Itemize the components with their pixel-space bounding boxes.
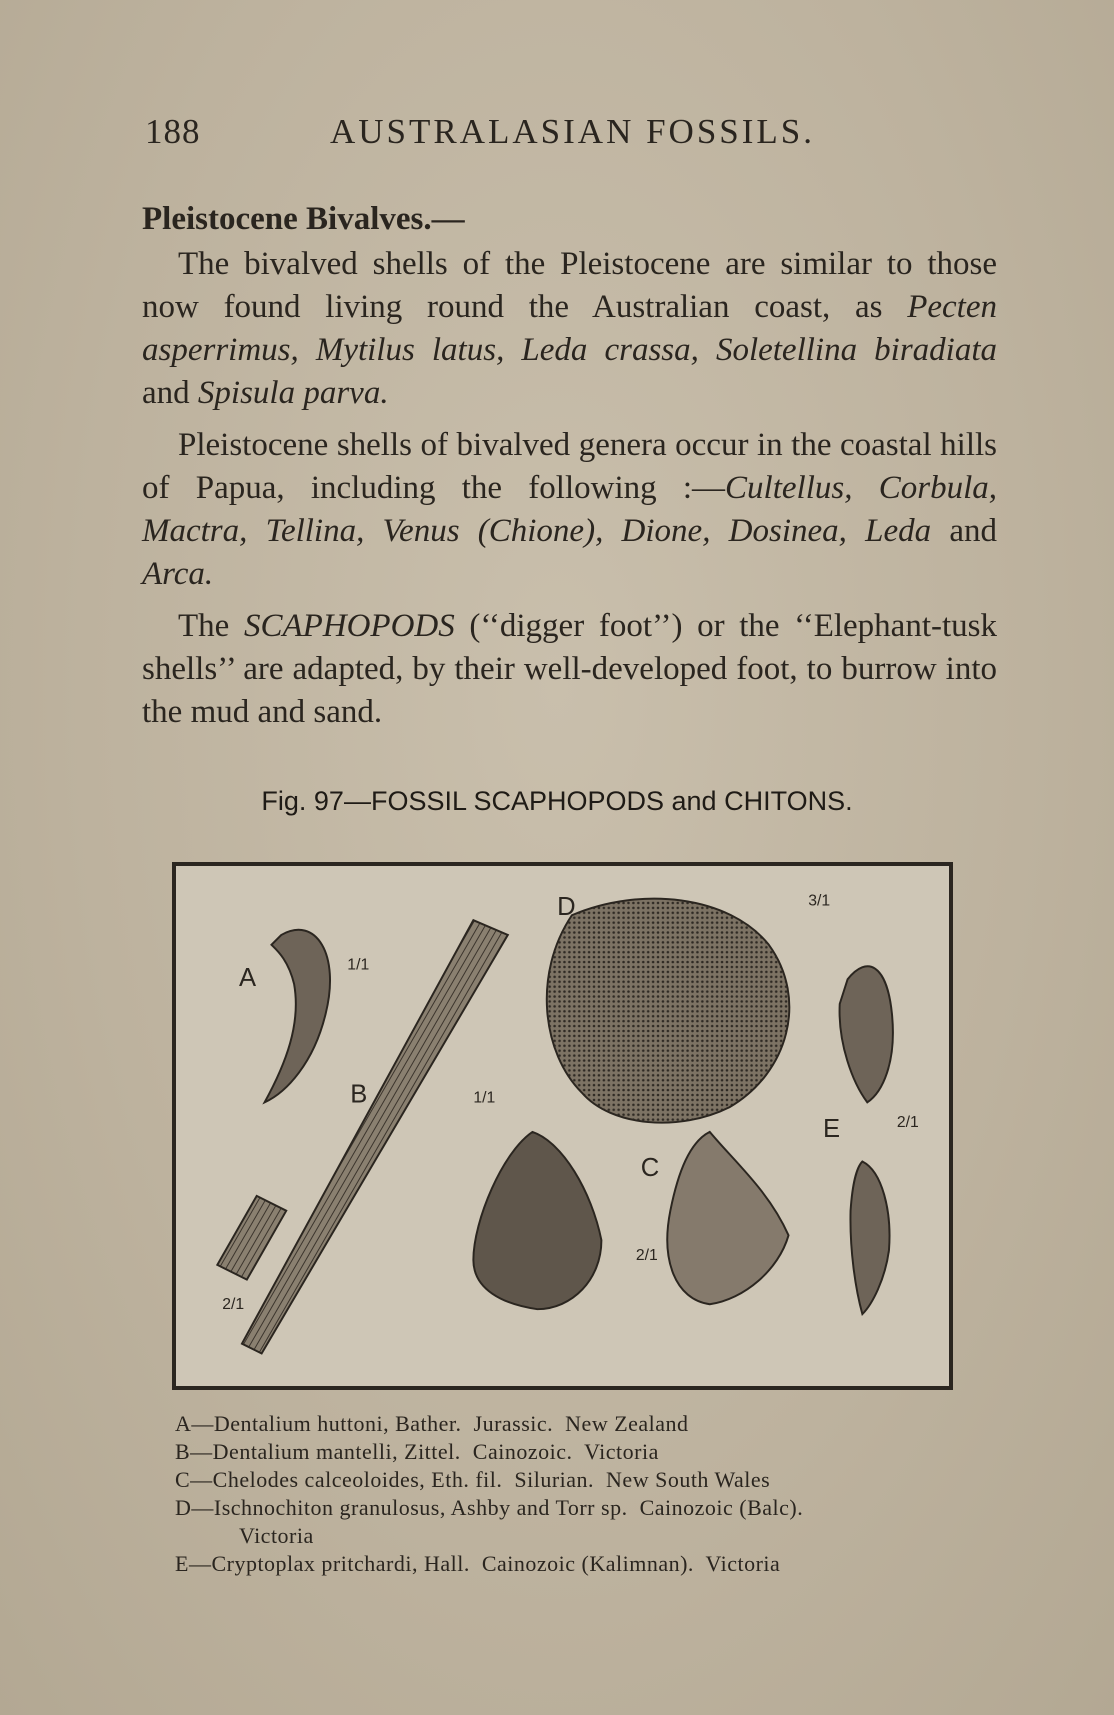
caption-d-continued: Victoria — [239, 1523, 314, 1548]
scale-b: 1/1 — [473, 1089, 496, 1107]
scale-d: 3/1 — [808, 892, 831, 910]
figure-captions — [175, 1410, 995, 1578]
caption-c: C—Chelodes calceoloides, Eth. fil. Silurian. New South Wales — [175, 1467, 771, 1492]
section-heading: Pleistocene Bivalves.— — [142, 201, 465, 237]
label-b: B — [350, 1080, 368, 1109]
label-e: E — [822, 1114, 841, 1143]
caption-d: D—Ischnochiton granulosus, Ashby and Torr sp. Cainozoic (Balc). — [175, 1495, 804, 1520]
paragraph-1 — [142, 243, 997, 415]
scale-c: 2/1 — [635, 1246, 658, 1264]
caption-a: A—Dentalium huttoni, Bather. Jurassic. New Zealand — [175, 1411, 689, 1436]
text-run: (‘‘digger foot’’) or the ‘‘Elephant-tusk shells’’ are adapted, by their well-developed foot, to burrow into the mud and sand. — [142, 608, 997, 730]
fossil-d-ischnochiton — [547, 899, 790, 1123]
italic-run: Arca. — [142, 556, 214, 592]
text-run: The bivalved shells of the Pleistocene are similar to those now found living round the Australian coast, as — [142, 246, 997, 325]
running-title: AUSTRALASIAN FOSSILS. — [330, 112, 816, 151]
label-d: D — [557, 893, 576, 922]
scale-e: 2/1 — [896, 1113, 919, 1131]
body-text — [142, 198, 997, 743]
text-run: Pleistocene shells of bivalved genera occur in the coastal hills of Papua, including the following :— — [142, 427, 997, 506]
fossil-plate-image — [172, 862, 953, 1390]
text-run: and — [931, 513, 997, 549]
italic-run: Spisula parva. — [197, 375, 389, 411]
page-number: 188 — [145, 112, 201, 151]
paragraph-2 — [142, 424, 997, 596]
label-c: C — [640, 1154, 660, 1183]
italic-run: Cultellus, Corbula, Mactra, Tellina, Venus (Chione), Dione, Dosinea, Leda — [142, 470, 997, 549]
caption-b: B—Dentalium mantelli, Zittel. Cainozoic. Victoria — [175, 1439, 659, 1464]
paragraph-3 — [142, 605, 997, 734]
figure-title: Fig. 97—FOSSIL SCAPHOPODS and CHITONS. — [261, 786, 853, 816]
scale-a: 1/1 — [347, 956, 370, 974]
label-a: A — [238, 964, 257, 993]
caption-e: E—Cryptoplax pritchardi, Hall. Cainozoic (Kalimnan). Victoria — [175, 1551, 781, 1576]
italic-run: Pecten asperrimus, Mytilus latus, Leda crassa, Soletellina biradiata — [142, 289, 997, 368]
italic-run: SCAPHOPODS — [243, 608, 455, 644]
text-run: and — [142, 375, 198, 411]
scale-b2: 2/1 — [222, 1296, 245, 1314]
text-run: The — [178, 608, 244, 644]
fossil-plate-drawing — [176, 866, 949, 1386]
